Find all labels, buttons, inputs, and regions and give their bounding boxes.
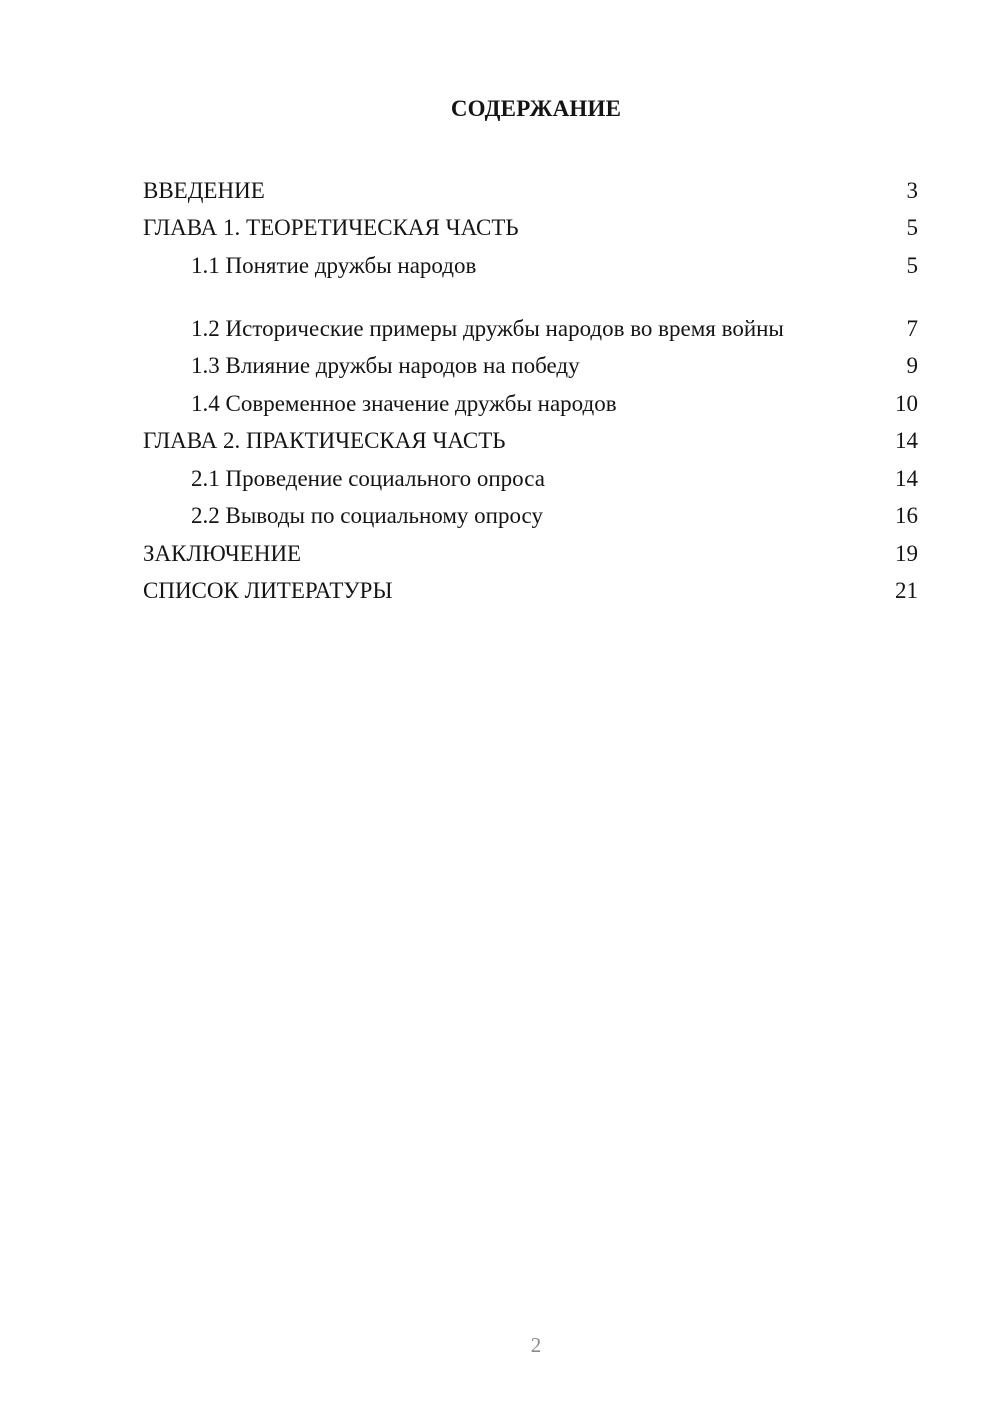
toc-entry-page: 21	[895, 578, 918, 603]
toc-entry-page: 5	[906, 215, 918, 240]
page-number: 2	[530, 1333, 542, 1357]
toc-entry-section-1-4	[143, 381, 918, 419]
toc-entry-page: 9	[906, 353, 918, 378]
toc-entry-page: 7	[906, 315, 918, 341]
toc-entry-conclusion	[143, 531, 918, 569]
toc-entry-page: 14	[895, 465, 918, 491]
toc-entry-label: 1.2 Исторические примеры дружбы народов во время войны	[191, 315, 784, 341]
toc-entry-label: СПИСОК ЛИТЕРАТУРЫ	[143, 578, 393, 603]
toc-entry-section-2-2	[143, 494, 918, 532]
toc-title: СОДЕРЖАНИЕ	[450, 96, 622, 121]
toc-entry-page: 3	[906, 177, 918, 203]
toc-entry-chapter-2	[143, 419, 918, 457]
toc-entry-section-1-2	[143, 281, 918, 344]
toc-entry-label: ВВЕДЕНИЕ	[143, 177, 265, 203]
toc-entry-label: ГЛАВА 2. ПРАКТИЧЕСКАЯ ЧАСТЬ	[143, 428, 506, 453]
toc-entry-page: 5	[906, 252, 918, 278]
toc-entry-section-1-3	[143, 344, 918, 382]
toc-entry-page: 10	[895, 390, 918, 416]
toc-entry-label: ЗАКЛЮЧЕНИЕ	[143, 540, 302, 566]
toc-entry-bibliography	[143, 569, 918, 607]
toc-entry-page: 16	[895, 503, 918, 528]
toc-entry-label: ГЛАВА 1. ТЕОРЕТИЧЕСКАЯ ЧАСТЬ	[143, 215, 519, 240]
toc-entry-label: 2.2 Выводы по социальному опросу	[191, 503, 543, 528]
toc-entry-section-2-1	[143, 456, 918, 494]
toc-entry-label: 1.3 Влияние дружбы народов на победу	[191, 353, 580, 378]
toc-entry-label: 2.1 Проведение социального опроса	[191, 465, 545, 491]
toc-entry-label: 1.4 Современное значение дружбы народов	[191, 390, 617, 416]
toc-entry-section-1-1	[143, 243, 918, 281]
toc-entry-chapter-1	[143, 206, 918, 244]
toc-entry-page: 14	[895, 428, 918, 453]
toc-entry-introduction	[143, 168, 918, 206]
toc-entry-page: 19	[895, 540, 918, 566]
toc-entry-label: 1.1 Понятие дружбы народов	[191, 252, 477, 278]
table-of-contents	[143, 168, 918, 606]
